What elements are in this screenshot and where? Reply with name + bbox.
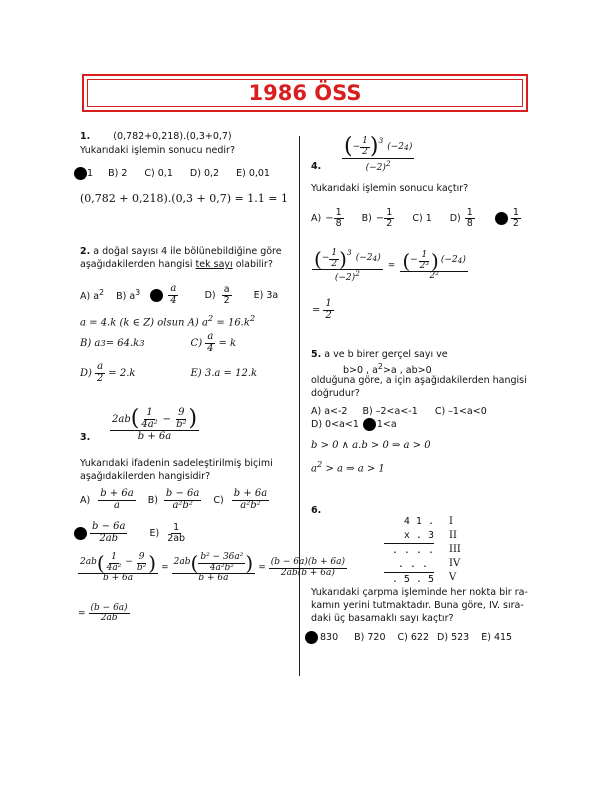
q4-option-b xyxy=(384,208,394,229)
q2-sol2a: B) a xyxy=(80,337,101,349)
q6-row-2: x . 3 xyxy=(384,529,434,544)
q4-sol-den: (−2) xyxy=(334,273,356,283)
q6-row-3: . . . . xyxy=(391,545,434,556)
q4-sol-term2: (−2 xyxy=(355,253,373,264)
q5-solution1: b > 0 ∧ a.b > 0 ⇒ a > 0 xyxy=(311,440,431,451)
answer-mark-icon xyxy=(74,527,87,540)
q4-final xyxy=(312,299,334,321)
answer-mark-icon xyxy=(74,167,87,180)
q4-opt-e-den: 2 xyxy=(512,217,519,229)
q4-minus: − xyxy=(352,142,361,152)
q3-sol-mid-inner-num: b² − 36a² xyxy=(200,552,244,563)
q5-solution2 xyxy=(311,459,385,474)
q4-sol-mid-num xyxy=(400,251,468,272)
q3-solution xyxy=(78,553,347,583)
q4-question: Yukarıdaki işlemin sonucu kaçtır? xyxy=(311,183,469,194)
q3-sol-mid xyxy=(172,553,256,583)
q1-option-d: D) 0,2 xyxy=(189,168,220,179)
q2-sol2f: a xyxy=(207,331,214,342)
q6-option-b: B) 720 xyxy=(354,632,386,643)
q4-denominator xyxy=(366,159,391,173)
q3-opt-e-num: 1 xyxy=(173,521,180,533)
q3-sol-right-den: 2ab(b + 6a) xyxy=(280,567,335,578)
q3-sol-prefix: 2ab xyxy=(80,557,97,568)
q2-number: 2. xyxy=(80,246,91,257)
q4-opt-a-minus: − xyxy=(325,212,334,224)
q4-den: (−2) xyxy=(365,163,386,173)
q3-sol-f1-num: 1 xyxy=(111,552,117,563)
q3-sol-f2-num: 9 xyxy=(138,552,145,563)
q6-roman-5: V xyxy=(449,572,457,583)
q3-sol-f1-den: 4a² xyxy=(106,562,122,573)
q3-option-d xyxy=(90,522,127,544)
q6-options xyxy=(305,631,512,644)
answer-mark-icon xyxy=(305,631,318,644)
q3-opt-b-den: a²b² xyxy=(172,499,193,511)
q1-option-c: C) 0,1 xyxy=(144,168,173,179)
page-title: 1986 ÖSS xyxy=(248,81,362,105)
q4-sol-left-den xyxy=(333,270,362,283)
q3-opt-d-den: 2ab xyxy=(99,532,119,544)
q3-sol-left-num xyxy=(78,553,158,574)
q2-text2b: tek sayı xyxy=(195,259,233,270)
q2-solution-line2 xyxy=(80,332,236,354)
q5-line1 xyxy=(311,349,448,360)
q4-sol-eq: = xyxy=(387,261,396,272)
q4-opt-d-den: 8 xyxy=(466,217,473,229)
q2-opt-b-label: B) a xyxy=(116,291,136,303)
q4-exp3: 3 xyxy=(378,136,384,145)
q2-opt-d-label: D) xyxy=(204,289,216,301)
q6-option-d: D) 523 xyxy=(437,632,470,643)
q3-expression xyxy=(110,408,199,442)
q3-opt-c-num: b + 6a xyxy=(233,488,268,499)
title-box xyxy=(82,74,528,112)
q4-sol-term2b-close: ) xyxy=(462,255,466,266)
q3-option-b xyxy=(164,489,201,511)
q4-sol-den-exp: 2 xyxy=(355,269,360,278)
q4-term2: (−2 xyxy=(387,142,405,152)
title-inner-frame xyxy=(87,79,523,107)
q3-opt-b-num: b − 6a xyxy=(165,488,200,499)
q3-f2-num: 9 xyxy=(178,407,185,418)
q6-line3: daki üç basamaklı sayı kaçtır? xyxy=(311,613,454,624)
q4-sol-mid-den: 2² xyxy=(429,271,439,281)
q4-sol-term2-exp: 4 xyxy=(372,254,378,264)
q4-final-den: 2 xyxy=(325,309,332,321)
q6-row-1: 4 1 . xyxy=(403,516,434,527)
paren-open-icon: ( xyxy=(190,551,199,575)
q3-f1-den: 4a² xyxy=(141,418,158,430)
q4-half xyxy=(360,137,370,157)
q4-solution xyxy=(312,249,468,283)
q3-f1-num: 1 xyxy=(146,407,153,418)
q4-sol-minus2: − xyxy=(410,255,418,266)
q2-sol3e: E) 3.a = 12.k xyxy=(190,367,258,379)
q3-opt-e-den: 2ab xyxy=(167,532,186,544)
q5-line4: doğrudur? xyxy=(311,388,360,399)
q6-roman-labels xyxy=(449,515,461,585)
q2-option-c xyxy=(168,284,178,306)
q3-opt-e-label: E) xyxy=(149,527,160,539)
q3-options-row1 xyxy=(80,489,269,511)
q4-sol-mid xyxy=(400,251,468,281)
q2-sol2-frac xyxy=(205,332,215,354)
q1-header xyxy=(80,131,232,142)
q4-opt-a-num: 1 xyxy=(335,207,342,218)
q2-sol3b: a xyxy=(97,361,104,372)
q4-sol-mid-inner xyxy=(418,251,431,271)
q1-number: 1. xyxy=(80,131,91,142)
q3-sol-eq1: = xyxy=(161,563,169,574)
q2-option-e: E) 3a xyxy=(253,289,279,301)
q4-sol-minus1: − xyxy=(321,253,330,264)
q4-opt-b-minus: − xyxy=(375,212,385,224)
q3-opt-c-label: C) xyxy=(213,494,224,506)
q5-sol2c: > a ⇒ a > 1 xyxy=(322,463,385,475)
q2-sol1d: 2 xyxy=(249,313,256,323)
q3-options-row2 xyxy=(74,522,187,544)
q2-opt-d-den: 2 xyxy=(223,294,230,306)
q5-option-b: B) –2<a<-1 xyxy=(362,406,418,417)
q3-sol-f2 xyxy=(135,553,148,573)
paren-open-icon: ( xyxy=(130,406,140,431)
q3-final xyxy=(78,604,130,624)
q4-opt-a-label: A) xyxy=(311,212,322,224)
q2-option-a xyxy=(80,288,104,302)
q3-f2-den: b² xyxy=(176,418,187,430)
q5-sol2a: a xyxy=(311,463,317,475)
q4-sol-mid-inner-num: 1 xyxy=(421,250,428,261)
q3-sol-left-den: b + 6a xyxy=(102,573,134,583)
q6-row-5: . 5 . 5 xyxy=(391,574,434,585)
q3-sol-right xyxy=(269,558,347,578)
q3-sol-left xyxy=(78,553,158,583)
answer-mark-icon xyxy=(495,212,508,225)
q4-main-fraction xyxy=(342,136,414,173)
q3-opt-c-den: a²b² xyxy=(240,499,261,511)
q4-final-num: 1 xyxy=(325,298,332,309)
paren-close-icon: ) xyxy=(148,551,157,575)
q4-sol-term2-close: ) xyxy=(377,253,381,264)
q4-half-den: 2 xyxy=(362,146,368,157)
q3-sol-mid-num xyxy=(172,553,256,574)
paren-open-icon: ( xyxy=(402,249,411,273)
paren-close-icon: ) xyxy=(188,406,198,431)
q3-sol-mid-inner xyxy=(198,553,245,573)
q3-sol-mid-prefix: 2ab xyxy=(173,557,191,568)
q2-sol2h: = k xyxy=(218,337,237,349)
q2-option-d xyxy=(222,285,232,306)
q6-option-e: E) 415 xyxy=(481,632,513,643)
q5-line3: olduğuna göre, a için aşağıdakilerden hangisi xyxy=(311,375,527,386)
q4-opt-d-num: 1 xyxy=(466,207,473,218)
q5-option-d: D) 0<a<1 xyxy=(311,419,359,430)
q4-sol-half-den: 2 xyxy=(331,258,338,269)
q2-opt-d-num: a xyxy=(223,283,230,295)
q3-sol-mid-den: b + 6a xyxy=(198,573,229,583)
q5-text2b: 2 xyxy=(377,362,383,371)
q6-option-a: 830 xyxy=(320,632,339,643)
q1-expression: (0,782+0,218).(0,3+0,7) xyxy=(113,131,232,142)
q3-opt-b-label: B) xyxy=(147,494,158,506)
q2-options xyxy=(80,284,278,306)
q6-roman-3: III xyxy=(449,544,461,555)
paren-close-icon: ) xyxy=(431,249,439,273)
q2-text2c: olabilir? xyxy=(232,259,273,270)
q4-option-d xyxy=(465,208,475,229)
q3-option-a xyxy=(98,489,135,511)
q5-options-row1 xyxy=(311,406,487,417)
q2-sol1a: a = 4.k (k ∈ Z) olsun A) a xyxy=(80,317,208,329)
q3-sol-f1 xyxy=(105,553,124,573)
q6-line1: Yukarıdaki çarpma işleminde her nokta bir ra- xyxy=(311,587,528,598)
q3-f2 xyxy=(174,408,188,430)
q5-sol2b: 2 xyxy=(316,459,323,469)
answer-mark-icon xyxy=(150,289,163,302)
q4-option-a xyxy=(334,208,344,229)
q3-opt-a-den: a xyxy=(113,499,120,511)
q4-term2-close: ) xyxy=(408,142,413,152)
paren-close-icon: ) xyxy=(369,134,379,159)
q3-final-num: (b − 6a) xyxy=(90,603,128,613)
q2-solution-line1 xyxy=(80,313,255,328)
q3-sol-f2-den: b² xyxy=(136,562,147,573)
q4-sol-half xyxy=(329,249,339,269)
q3-opt-d-num: b − 6a xyxy=(92,521,126,532)
q2-sol3a: D) xyxy=(80,367,92,379)
q4-sol-mid-inner-den: 2³ xyxy=(419,260,430,271)
q4-term2-exp: 4 xyxy=(404,142,409,152)
q4-options xyxy=(311,208,521,229)
q2-sol3d: = 2.k xyxy=(108,367,136,379)
q2-opt-a-sup: 2 xyxy=(99,287,105,297)
q5-number: 5. xyxy=(311,349,322,360)
q5-option-c: C) –1<a<0 xyxy=(434,406,487,417)
q3-opt-a-label: A) xyxy=(80,494,91,506)
q1-option-e: E) 0,01 xyxy=(236,168,270,179)
q4-sol-left-num xyxy=(312,249,383,270)
q4-expression xyxy=(342,136,414,173)
q2-text1: a doğal sayısı 4 ile bölünebildiğine göre xyxy=(93,246,282,257)
q4-option-c: C) 1 xyxy=(412,212,432,224)
q6-roman-4: IV xyxy=(449,558,461,569)
q2-text2a: aşağıdakilerden hangisi xyxy=(80,259,196,270)
q1-option-a: 1 xyxy=(87,168,94,179)
q2-sol3-frac xyxy=(95,362,105,384)
q1-option-b: B) 2 xyxy=(108,168,128,179)
q2-sol2g: 4 xyxy=(207,342,214,354)
q3-text-line1: Yukarıdaki ifadenin sadeleştirilmiş biçimi xyxy=(80,458,273,469)
q2-option-b xyxy=(116,288,140,302)
q2-sol2c: = 64.k xyxy=(105,337,140,349)
paren-close-icon: ) xyxy=(339,247,347,271)
q3-sol-right-num: (b − 6a)(b + 6a) xyxy=(270,557,346,568)
q2-sol2d: 3 xyxy=(139,338,145,348)
q4-sol-half-num: 1 xyxy=(331,248,338,259)
q3-final-den: 2ab xyxy=(100,613,118,624)
q2-opt-b-sup: 3 xyxy=(135,287,141,297)
q3-text-line2: aşağıdakilerden hangisidir? xyxy=(80,471,211,482)
q6-option-c: C) 622 xyxy=(397,632,430,643)
q1-question: Yukarıdaki işlemin sonucu nedir? xyxy=(80,145,236,156)
q6-row-4: . . . xyxy=(384,558,434,573)
q2-text-line1 xyxy=(80,246,282,257)
q4-opt-a-den: 8 xyxy=(335,217,342,229)
q4-sol-term2b-exp: 4 xyxy=(457,256,463,266)
q3-sol-eq2: = xyxy=(258,563,266,574)
q4-opt-d-label: D) xyxy=(449,212,461,224)
q2-sol2b: 3 xyxy=(100,338,106,348)
q5-text1: a ve b birer gerçel sayı ve xyxy=(324,349,448,360)
q3-final-eq: = xyxy=(78,608,86,619)
paren-open-icon: ( xyxy=(344,134,353,159)
q5-option-a: A) a<-2 xyxy=(311,406,348,417)
q1-solution: (0,782 + 0,218).(0,3 + 0,7) = 1.1 = 1 xyxy=(80,192,288,205)
q4-half-num: 1 xyxy=(362,136,368,147)
q2-solution-line3 xyxy=(80,362,257,384)
q2-opt-a-label: A) a xyxy=(80,291,100,303)
q4-sol-left xyxy=(312,249,383,283)
q3-option-e xyxy=(165,523,187,544)
q2-text-line2 xyxy=(80,259,273,270)
q4-numerator xyxy=(342,136,414,159)
q4-sol-term2b: (−2 xyxy=(440,255,458,266)
q5-option-e: 1<a xyxy=(376,419,397,430)
q3-sol-mid-inner-den: 4a²b² xyxy=(209,562,234,573)
q3-minus: − xyxy=(162,413,172,425)
q3-numerator xyxy=(110,408,199,431)
paren-open-icon: ( xyxy=(96,551,105,575)
answer-mark-icon xyxy=(363,418,376,431)
column-divider xyxy=(299,136,300,676)
q4-opt-b-num: 1 xyxy=(386,207,393,218)
q3-sol-minus: − xyxy=(125,557,133,568)
q3-final-frac xyxy=(89,604,130,624)
q4-opt-e-num: 1 xyxy=(512,207,519,218)
q6-number: 6. xyxy=(311,505,322,516)
q4-final-eq: = xyxy=(312,304,321,316)
q4-opt-b-den: 2 xyxy=(386,217,393,229)
q2-opt-c-num: a xyxy=(170,283,177,294)
q3-denominator: b + 6a xyxy=(137,431,172,442)
q6-roman-2: II xyxy=(449,530,457,541)
q3-option-c xyxy=(232,489,269,511)
q3-opt-a-num: b + 6a xyxy=(100,488,134,499)
q2-opt-c-den: 4 xyxy=(170,294,177,306)
q2-sol2e: C) xyxy=(190,337,203,349)
q3-number: 3. xyxy=(80,432,91,443)
q4-option-e xyxy=(511,208,521,229)
q5-text2a: b>0 , a xyxy=(343,365,378,377)
q2-sol1c: = 16.k xyxy=(213,317,250,329)
q6-multiplication xyxy=(384,515,434,587)
q5-options-row2 xyxy=(311,418,397,431)
q4-den-exp: 2 xyxy=(385,159,391,168)
paren-open-icon: ( xyxy=(314,247,322,271)
q6-roman-1: I xyxy=(449,516,453,527)
paren-close-icon: ) xyxy=(245,551,254,575)
q6-line2: kamın yerini tutmaktadır. Buna göre, IV. sıra- xyxy=(311,600,524,611)
q4-number: 4. xyxy=(311,161,322,172)
q5-text2c: >a , ab>0 xyxy=(382,365,432,377)
q4-sol-exp3: 3 xyxy=(346,248,352,257)
q3-prefix: 2ab xyxy=(112,413,131,425)
q3-main-fraction xyxy=(110,408,199,442)
q4-opt-b-label: B) xyxy=(361,212,372,224)
q2-sol3c: 2 xyxy=(96,372,104,384)
q2-sol1b: 2 xyxy=(207,313,214,323)
q3-f1 xyxy=(139,408,159,430)
q4-final-frac xyxy=(323,299,333,321)
q1-options xyxy=(74,167,270,180)
